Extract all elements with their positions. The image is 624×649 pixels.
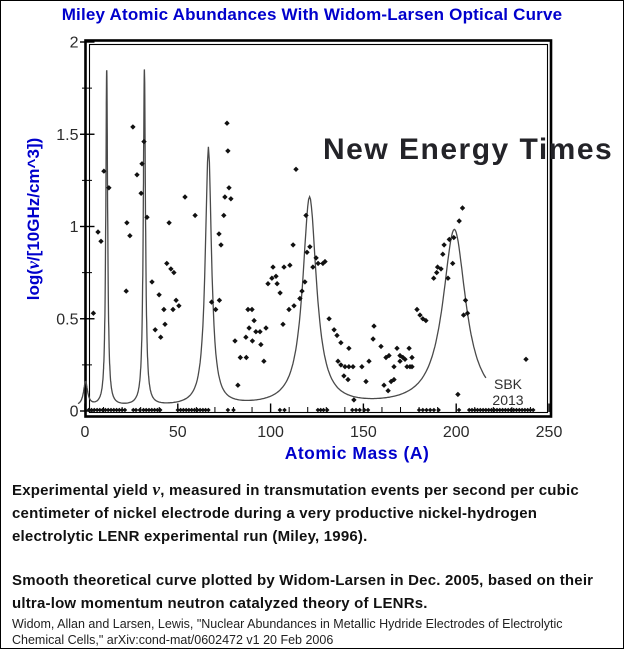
annotation-line2: 2013 [492, 392, 524, 408]
watermark-text: New Energy Times [323, 133, 614, 166]
caption-block [12, 478, 612, 648]
plot-frame-outer [86, 41, 552, 417]
y-axis-label: log(ν/[10GHz/cm^3]) [23, 137, 43, 301]
caption-experimental-post: , measured in transmutation events per second per cubic centimeter of nickel electrode during a very productive nickel-hydrogen electrolytic LENR experimental run (Miley, 1996). [12, 482, 579, 545]
y-tick-label: 0 [69, 403, 79, 421]
y-tick-label: 2 [69, 34, 79, 52]
chart-title: Miley Atomic Abundances With Widom-Larsen Optical Curve [61, 5, 563, 24]
sbk-annotation [492, 376, 523, 408]
x-tick-label: 200 [442, 424, 470, 441]
y-tick-label: 1 [69, 219, 79, 236]
abundance-plot [1, 1, 624, 473]
x-tick-label: 100 [257, 424, 284, 441]
y-tick-label: 1.5 [56, 126, 79, 144]
annotation-line1: SBK [493, 376, 523, 392]
caption-theoretical: Smooth theoretical curve plotted by Widom-Larsen in Dec. 2005, based on their ultra-low momentum neutron catalyzed theory of LENRs. [12, 572, 594, 612]
axis-ticks [56, 35, 562, 442]
x-tick-label: 0 [80, 424, 90, 441]
caption-experimental [12, 478, 612, 548]
rug-points [86, 408, 535, 413]
x-tick-label: 150 [350, 424, 377, 441]
plot-frame-inner [90, 45, 548, 413]
x-axis-label: Atomic Mass (A) [284, 443, 430, 463]
nu-symbol: ν [152, 480, 161, 499]
x-tick-label: 250 [535, 424, 563, 441]
caption-reference: Widom, Allan and Larsen, Lewis, "Nuclear Abundances in Metallic Hydride Electrodes of Electrolytic Chemical Cells," arXiv:cond-mat/0602472 v1 20 Feb 2006 [12, 617, 563, 647]
caption-experimental-pre: Experimental yield [12, 482, 153, 499]
y-tick-label: 0.5 [56, 311, 79, 329]
theoretical-curve [78, 69, 486, 403]
x-tick-label: 50 [168, 424, 187, 441]
